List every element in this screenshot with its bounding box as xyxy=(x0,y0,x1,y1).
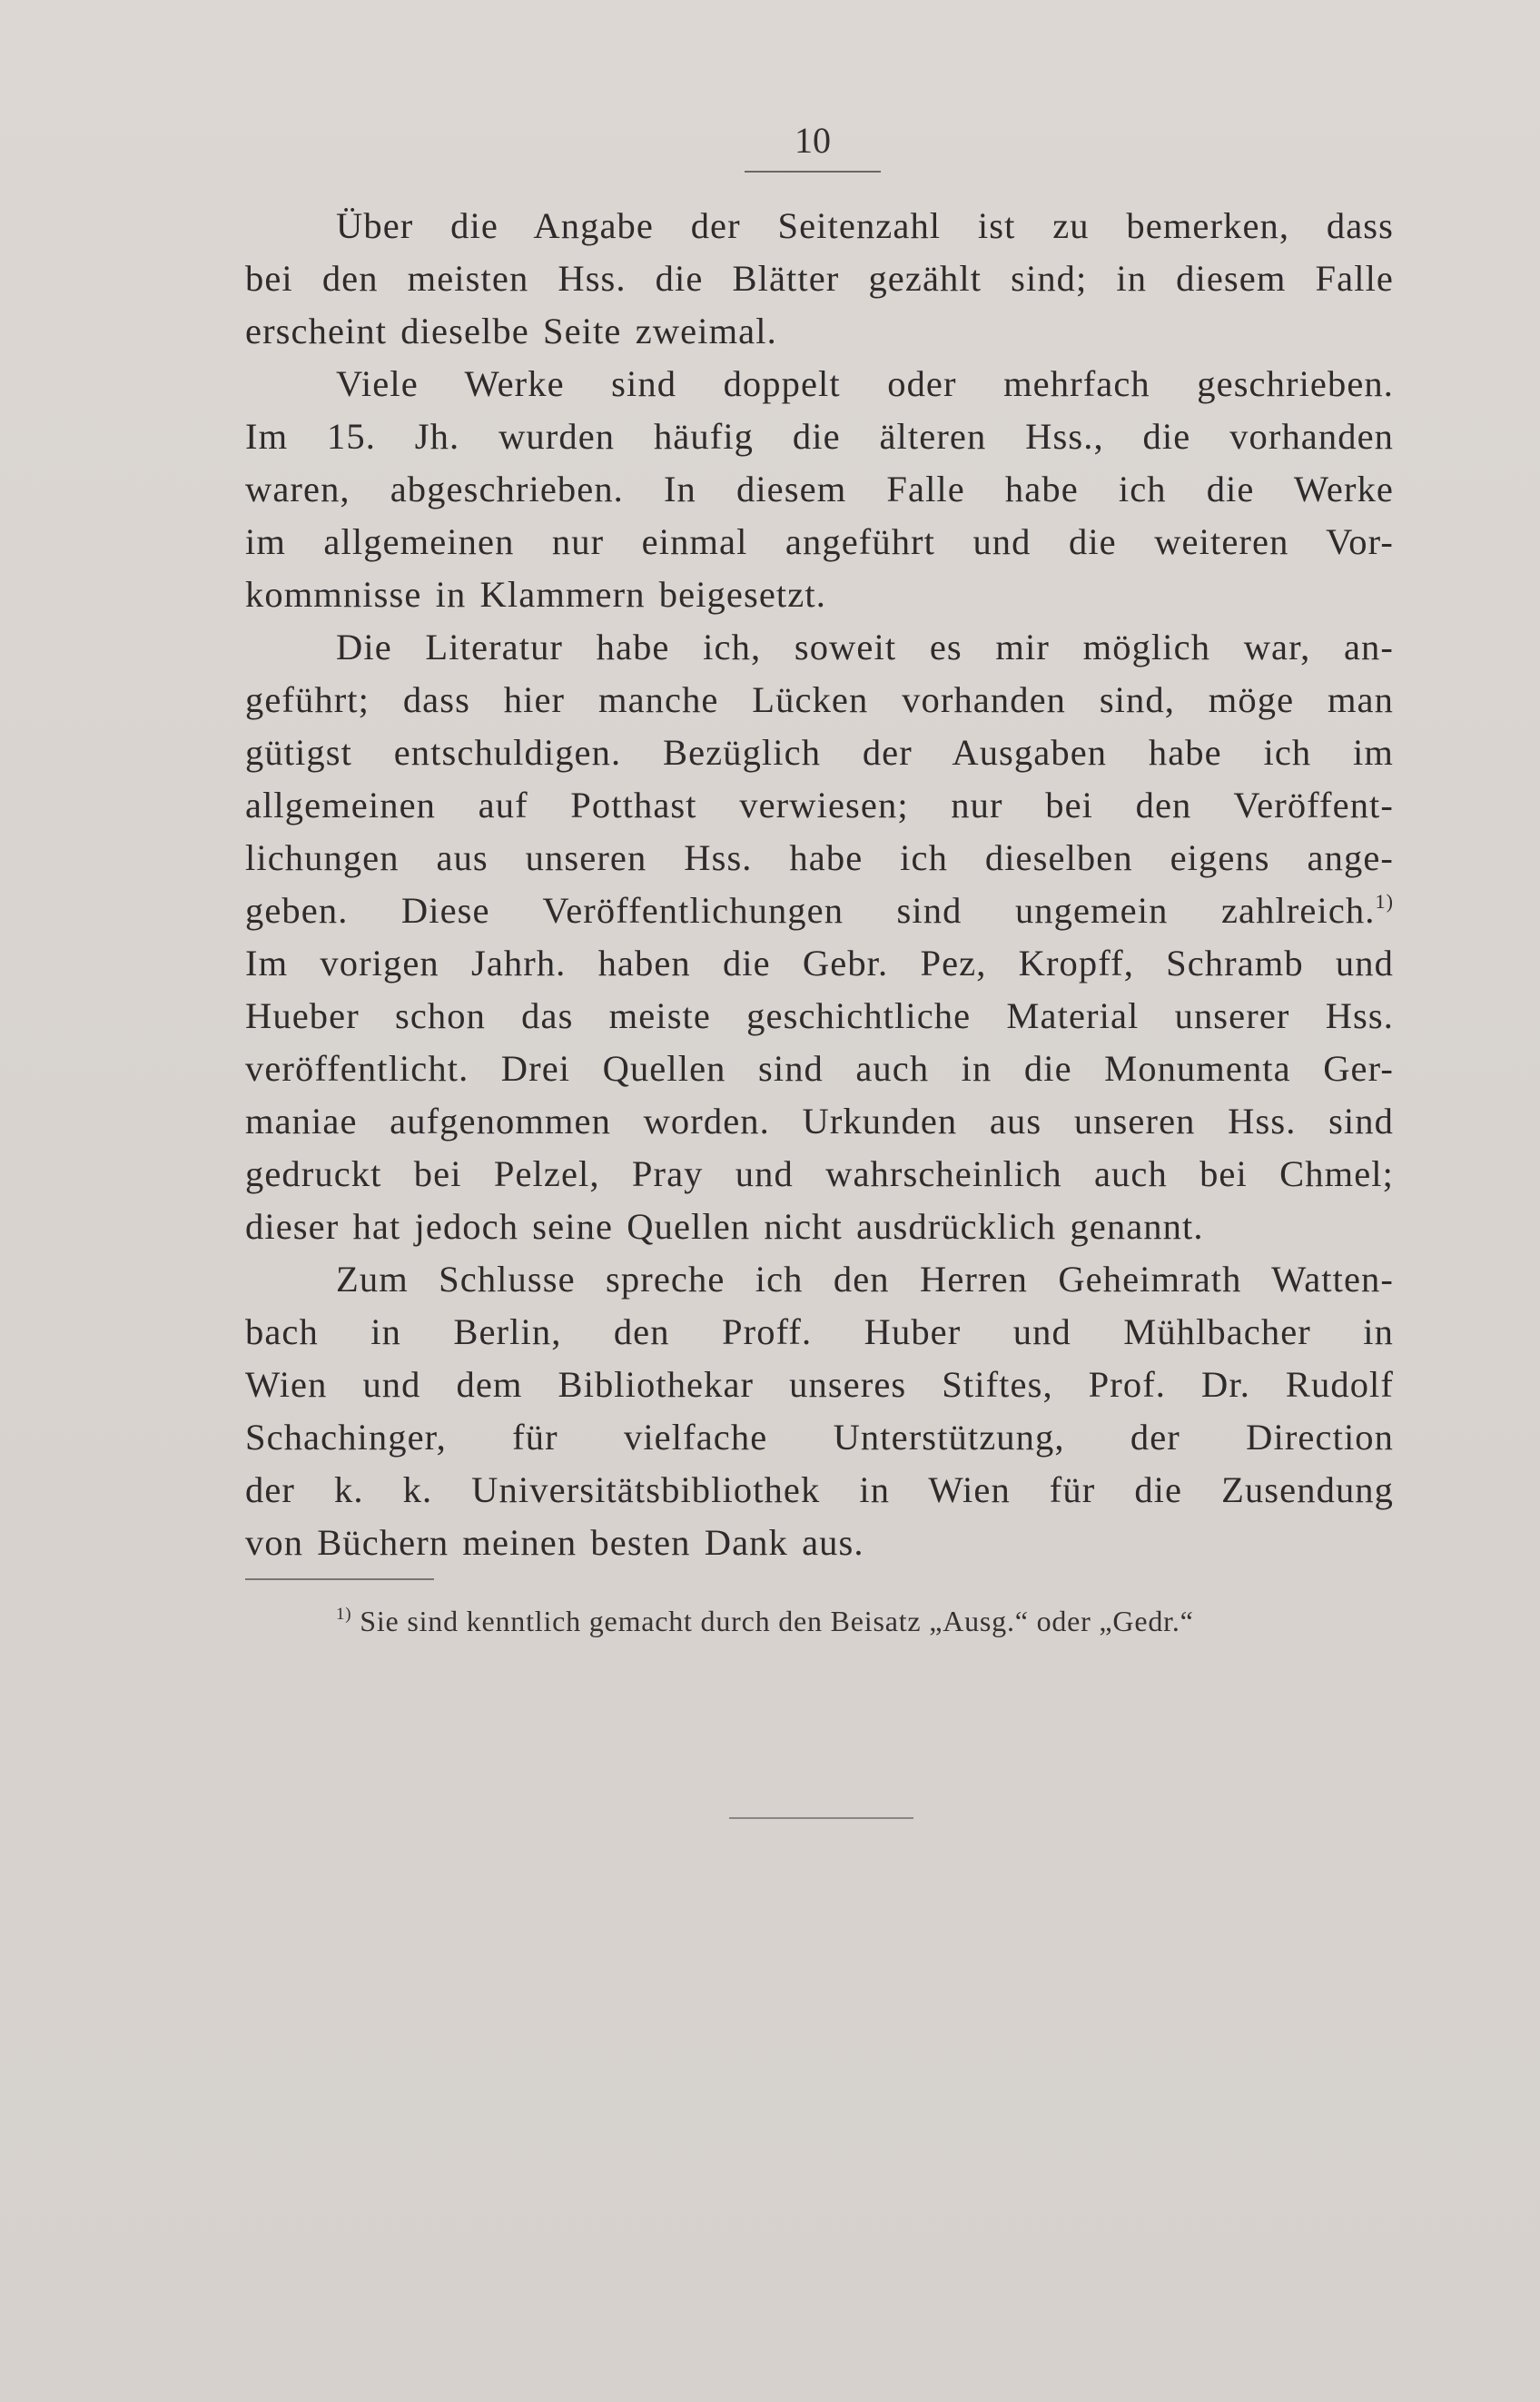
text-line: Im vorigen Jahrh. haben die Gebr. Pez, Kropff, Schramb und xyxy=(245,943,1394,984)
text-line: veröffentlicht. Drei Quellen sind auch in die Monumenta Ger- xyxy=(245,1048,1394,1089)
footnote-text: Sie sind kenntlich gemacht durch den Beisatz „Ausg.“ oder „Gedr.“ xyxy=(360,1605,1194,1637)
header-rule xyxy=(745,171,881,173)
text-line: der k. k. Universitätsbibliothek in Wien für die Zusendung xyxy=(245,1469,1394,1510)
end-ornament-rule xyxy=(729,1817,913,1819)
text-line: im allgemeinen nur einmal angeführt und die weiteren Vor- xyxy=(245,521,1394,562)
text-line: lichungen aus unseren Hss. habe ich dieselben eigens ange- xyxy=(245,837,1394,878)
text-line: dieser hat jedoch seine Quellen nicht ausdrücklich genannt. xyxy=(245,1206,1204,1247)
text-line: waren, abgeschrieben. In diesem Falle habe ich die Werke xyxy=(245,469,1394,509)
text-line: bach in Berlin, den Proff. Huber und Mühlbacher in xyxy=(245,1311,1394,1352)
text-line: von Büchern meinen besten Dank aus. xyxy=(245,1522,864,1563)
text-line: Im 15. Jh. wurden häufig die älteren Hss., die vorhanden xyxy=(245,416,1394,457)
text-line: gütigst entschuldigen. Bezüglich der Ausgaben habe ich im xyxy=(245,732,1394,773)
footnote-marker: 1) xyxy=(336,1605,352,1624)
text-line: erscheint dieselbe Seite zweimal. xyxy=(245,311,777,351)
text-line: kommnisse in Klammern beigesetzt. xyxy=(245,574,826,615)
text-line: Die Literatur habe ich, soweit es mir möglich war, an- xyxy=(336,627,1394,667)
body-text xyxy=(245,200,1394,1569)
text-line-with-footnote-ref xyxy=(245,885,1394,937)
text-line: Schachinger, für vielfache Unterstützung, der Direction xyxy=(245,1417,1394,1458)
page-number-block xyxy=(745,118,881,163)
text-line: Zum Schlusse spreche ich den Herren Geheimrath Watten- xyxy=(336,1259,1394,1300)
text-line: Wien und dem Bibliothekar unseres Stiftes, Prof. Dr. Rudolf xyxy=(245,1364,1394,1405)
text-line: maniae aufgenommen worden. Urkunden aus unseren Hss. sind xyxy=(245,1101,1394,1142)
page-number: 10 xyxy=(795,120,831,161)
text-line: Über die Angabe der Seitenzahl ist zu bemerken, dass xyxy=(336,205,1394,246)
text-line: geführt; dass hier manche Lücken vorhanden sind, möge man xyxy=(245,679,1394,720)
footnote-reference: 1) xyxy=(1375,890,1394,913)
text-line: gedruckt bei Pelzel, Pray und wahrscheinlich auch bei Chmel; xyxy=(245,1153,1394,1194)
text-line: Viele Werke sind doppelt oder mehrfach geschrieben. xyxy=(336,363,1394,404)
text-line: Hueber schon das meiste geschichtliche Material unserer Hss. xyxy=(245,995,1394,1036)
text-line: bei den meisten Hss. die Blätter gezählt sind; in diesem Falle xyxy=(245,258,1394,299)
footnote-separator xyxy=(245,1578,434,1580)
footnote xyxy=(336,1600,1194,1642)
text-line-content: geben. Diese Veröffentlichungen sind ungemein zahlreich. xyxy=(245,890,1376,931)
text-line: allgemeinen auf Potthast verwiesen; nur bei den Veröffent- xyxy=(245,785,1394,825)
